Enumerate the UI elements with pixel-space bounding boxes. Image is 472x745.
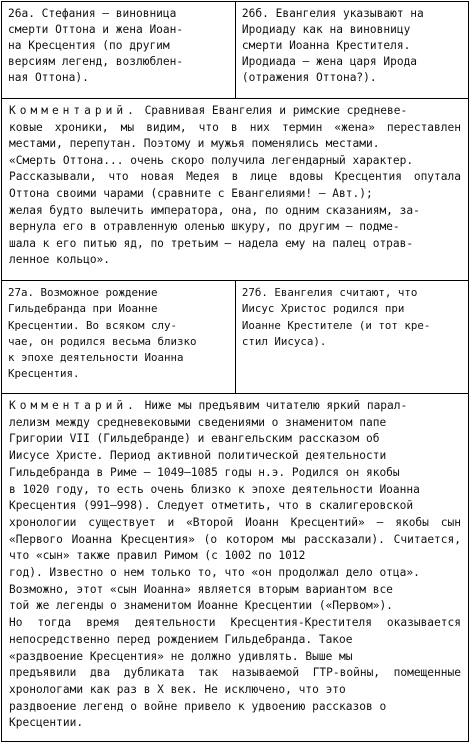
comment-text-1 (2, 99, 468, 279)
cell-26a: 26а. Стефания – виновница смерти Оттона и жена Иоан- на Кресцентия (по другим версиям легенд, возлюблен- ная Оттона). (2, 2, 236, 98)
comment-text-2 (2, 394, 468, 742)
comment-body: Ниже мы предъявим читателю яркий парал- лелизм между средневековыми сведениями о знаменитом папе Григории VII (Гильдебранде) и евангельским рассказом об Иисусе Христе. Период активной политической деятельности Гильдебранда в Риме – 1049–1085 годы н.э. Родился он якобы в 1020 году, то есть очень близко к эпохе деятельности Иоанна Кресцентия (991–998). Следует отметить, что в скалигеровской хронологии существует и «Второй Иоанн Кресцентий» – якобы сын «Первого Иоанна Кресцентия» (о котором мы рассказали). Считается, что «сын» также правил Римом (с 1002 по 1012 год). Известно о нем только то, что «он продолжал дело отца». Возможно, этот «сын Иоанна» является вторым вариантом все той же легенды о знаменитом Иоанне Кресцентии («Первом»). Но тогда время деятельности Кресцентия-Крестителя оказывается непосредственно перед рождением Гильдебранда. Такое «раздвоение Кресцентия» не должно удивлять. Выше мы предъявили два дубликата так называемой ГТР-войны, помещенные хронологами как раз в X век. Не исключено, что это раздвоение легенд о войне привело к удвоению рассказов о Кресцентии. (9, 399, 461, 730)
comment-block-2 (2, 394, 468, 742)
comment-label: Комментарий. (9, 104, 138, 117)
parallel-row-27 (2, 281, 468, 393)
comment-body: Сравнивая Евангелия и римские средневе- ковые хроники, мы видим, что в них термин «жена» переставлен местами, перепутан. Поэтому и мужья поменялись местами. «Смерть Оттона... очень скоро получила легендарный характер. Рассказывали, что новая Медея в лице вдовы Кресцентия опутала Оттона своими чарами (сравните с Евангелиями! – Авт.); желая будто вылечить императора, она, по одним сказаниям, за- вернула его в отравленную оленью шкуру, по другим – подме- шала к его питью яд, по третьим – надела ему на палец отрав- ленное кольцо». (9, 104, 461, 267)
parallel-row-26 (2, 2, 468, 98)
cell-27a: 27а. Возможное рождение Гильдебранда при Иоанне Кресцентии. Во всяком слу- чае, он родился весьма близко к эпохе деятельности Иоанна Кресцентия. (2, 281, 236, 393)
page (1, 1, 469, 742)
cell-26b: 26б. Евангелия указывают на Иродиаду как на виновницу смерти Иоанна Крестителя. Иродиада – жена царя Ирода (отражения Оттона?). (241, 7, 424, 84)
comment-block-1 (2, 99, 468, 279)
cell-27b: 27б. Евангелия считают, что Иисус Христос родился при Иоанне Крестителе (и тот кре- стил Иисуса). (241, 286, 431, 348)
comment-label: Комментарий. (9, 399, 138, 412)
